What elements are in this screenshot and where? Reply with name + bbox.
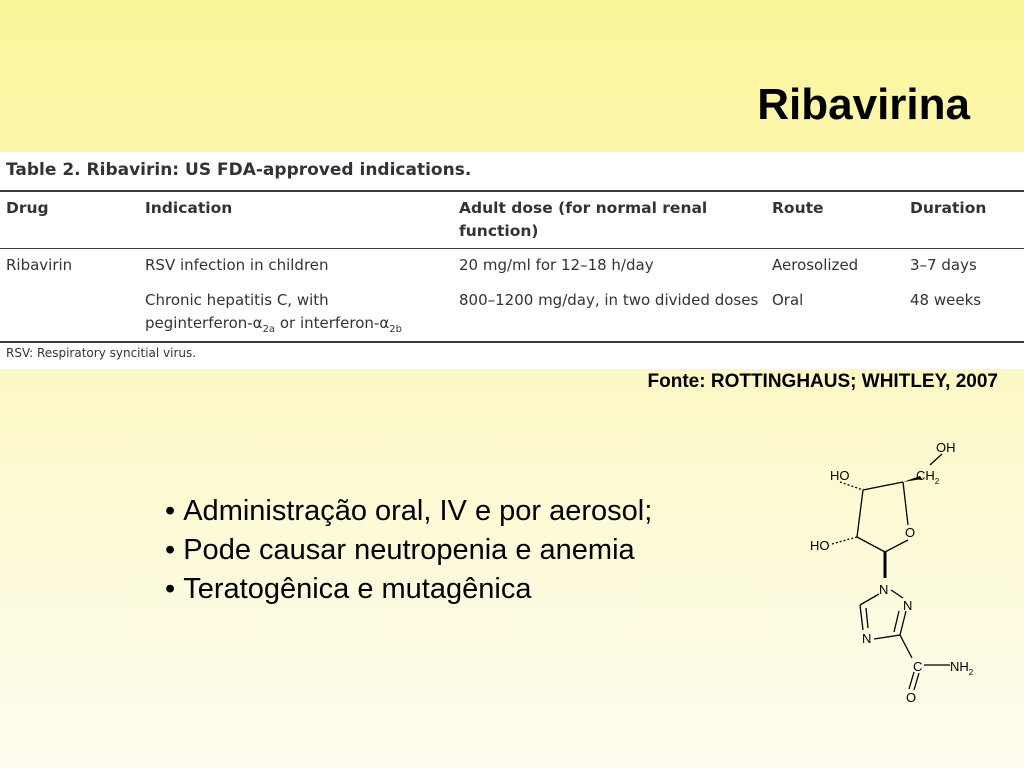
atom-label: HO (830, 468, 850, 483)
bond (909, 672, 914, 689)
row1-duration: 3–7 days (910, 256, 977, 274)
atom-label-nh: NH (950, 659, 969, 674)
row1-indication: RSV infection in children (145, 256, 329, 274)
hashed-bond (840, 482, 863, 490)
bond (914, 673, 919, 690)
bond (903, 482, 908, 525)
header-dose-line2: function) (459, 222, 539, 240)
fda-indications-table (0, 152, 1024, 369)
header-dose-line1: Adult dose (for normal renal (459, 199, 708, 217)
row2-indication-line2 (145, 312, 402, 337)
atom-label (916, 468, 940, 486)
subscript: 2 (934, 477, 940, 486)
row2-indication-text-a: peginterferon-α (145, 314, 263, 332)
row2-duration: 48 weeks (910, 291, 982, 309)
bond (891, 590, 903, 598)
bond (900, 611, 906, 635)
table-top-rule (0, 190, 1024, 192)
bond (866, 608, 868, 628)
bond (900, 635, 912, 658)
bond (894, 611, 899, 632)
row2-indication-text-b: or interferon-α (275, 314, 390, 332)
atom-label-ch: CH (916, 468, 935, 483)
row1-drug: Ribavirin (6, 256, 73, 274)
bond (860, 594, 879, 605)
row2-subscript-b: 2b (389, 324, 402, 335)
bond (860, 605, 863, 630)
header-indication: Indication (145, 199, 233, 217)
row1-route: Aerosolized (772, 256, 859, 274)
atom-label: N (862, 631, 872, 646)
header-duration: Duration (910, 199, 987, 217)
atom-label: OH (936, 440, 956, 455)
row2-indication (145, 289, 402, 337)
bullet-item: • Pode causar neutropenia e anemia (165, 531, 652, 570)
bond (863, 482, 903, 490)
bullet-item: • Administração oral, IV e por aerosol; (165, 492, 652, 531)
header-route: Route (772, 199, 824, 217)
row2-indication-line1: Chronic hepatitis C, with (145, 291, 329, 309)
slide-title: Ribavirina (757, 80, 970, 129)
bond (857, 490, 863, 537)
atom-label: HO (810, 538, 830, 553)
table-bottom-rule (0, 341, 1024, 343)
table-footnote: RSV: Respiratory syncitial virus. (6, 346, 197, 360)
bond (874, 635, 900, 639)
atom-label: N (879, 582, 889, 597)
bond (857, 537, 885, 552)
row2-subscript-a: 2a (262, 324, 276, 335)
table-header-rule (0, 248, 1024, 249)
header-dose (459, 197, 707, 243)
header-drug: Drug (6, 199, 49, 217)
row2-route: Oral (772, 291, 804, 309)
bullet-item: • Teratogênica e mutagênica (165, 570, 652, 609)
hashed-bond (832, 537, 857, 544)
table-caption: Table 2. Ribavirin: US FDA-approved indications. (6, 160, 472, 180)
bond (930, 454, 942, 465)
bullet-list (165, 492, 652, 609)
row2-dose: 800–1200 mg/day, in two divided doses (459, 291, 759, 309)
atom-label (950, 659, 974, 677)
bond (885, 540, 908, 552)
subscript: 2 (968, 668, 974, 677)
source-citation: Fonte: ROTTINGHAUS; WHITLEY, 2007 (647, 371, 998, 392)
atom-label: O (905, 525, 916, 540)
atom-label: O (906, 690, 917, 705)
row1-dose: 20 mg/ml for 12–18 h/day (459, 256, 654, 274)
atom-label: N (903, 598, 913, 613)
atom-label: C (913, 659, 923, 674)
ribavirin-structure-diagram (790, 430, 990, 710)
